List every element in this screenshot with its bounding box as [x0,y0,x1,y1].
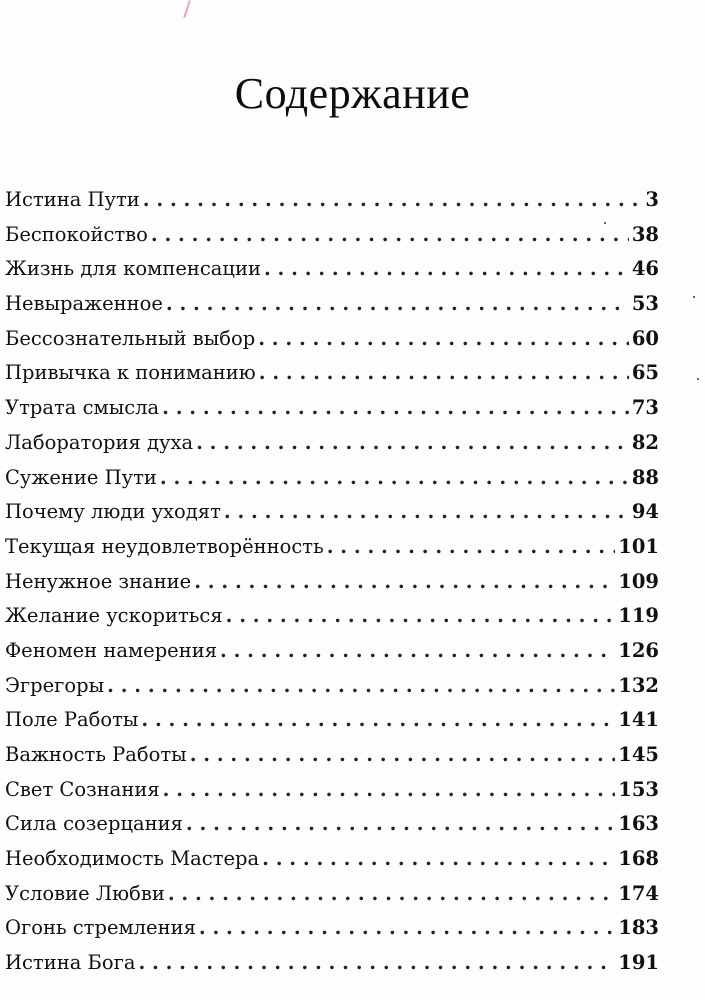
toc-entry-page: 163 [618,812,659,836]
toc-entry-page: 174 [618,881,659,905]
dot-leader [160,463,629,493]
dot-leader [168,879,615,909]
toc-entry-title: Невыраженное [5,292,163,316]
toc-entry-title: Бессознательный выбор [5,326,256,350]
toc-entry-title: Сужение Пути [5,465,157,489]
toc-entry [5,809,659,844]
scan-speck [693,296,695,298]
toc-entry-title: Утрата смысла [5,396,160,420]
toc-entry-title: Важность Работы [5,743,187,766]
toc-entry-title: Необходимость Мастера [5,847,260,871]
toc-entry-page: 73 [631,396,659,420]
toc-entry [5,532,659,567]
toc-entry-title: Желание ускориться [5,604,223,628]
toc-entry [5,254,659,289]
toc-entry-page: 119 [618,604,659,628]
dot-leader [259,358,629,388]
toc-entry-title: Привычка к пониманию [5,361,256,385]
dot-leader [194,567,615,597]
dot-leader [196,428,629,458]
toc-entry-title: Текущая неудовлетворённость [5,534,324,558]
toc-entry-page: 183 [618,916,659,940]
toc-entry-title: Жизнь для компенсации [5,257,261,281]
toc-entry-page: 101 [618,534,659,558]
toc-entry-page: 141 [618,708,659,732]
dot-leader [224,497,629,527]
dot-leader [166,289,629,319]
dot-leader [107,671,615,701]
toc-entry [5,289,659,324]
toc-entry [5,948,659,983]
dot-leader [163,775,616,805]
toc-entry-page: 65 [631,361,659,385]
toc-entry-title: Ненужное знание [5,569,192,593]
toc-entry-title: Огонь стремления [5,916,196,940]
dot-leader [162,393,629,423]
toc-entry [5,324,659,359]
toc-entry [5,913,659,948]
toc-entry-page: 60 [631,326,659,350]
toc-entry [5,428,659,463]
toc-entry [5,185,659,220]
dot-leader [220,636,615,666]
toc-entry-title: Условие Любви [5,881,165,905]
toc-entry-page: 132 [618,673,659,697]
toc-entry [5,636,659,671]
toc-entry-page: 145 [618,743,659,766]
toc-entry [5,775,659,810]
toc-entry-title: Лаборатория духа [5,430,194,454]
dot-leader [258,324,629,354]
toc-entry [5,393,659,428]
dot-leader [226,601,616,631]
table-of-contents [5,185,659,983]
dot-leader [186,809,615,839]
dot-leader [264,254,629,284]
toc-entry-title: Феномен намерения [5,638,218,662]
toc-entry-title: Поле Работы [5,708,139,732]
toc-entry [5,463,659,498]
toc-entry [5,220,659,255]
toc-entry-page: 126 [618,638,659,662]
toc-entry-page: 94 [631,500,659,524]
toc-entry-page: 53 [631,292,659,316]
toc-entry-page: 168 [618,847,659,871]
page-title: Содержание [234,69,471,118]
toc-entry-title: Истина Пути [5,188,140,211]
toc-entry-page: 109 [618,569,659,593]
scan-speck [697,378,699,380]
toc-entry-title: Истина Бога [5,951,136,975]
toc-entry-page: 46 [631,257,659,281]
dot-leader [199,913,615,943]
toc-entry-page: 191 [618,951,659,975]
toc-entry [5,497,659,532]
toc-entry-title: Почему люди уходят [5,500,221,524]
toc-entry-page: 38 [631,222,659,246]
toc-entry [5,567,659,602]
dot-leader [141,705,615,735]
toc-entry [5,740,659,775]
dot-leader [327,532,616,562]
toc-entry [5,844,659,879]
toc-entry-page: 153 [618,777,659,801]
toc-entry [5,705,659,740]
toc-entry-page: 82 [631,430,659,454]
dot-leader [138,948,615,978]
toc-entry [5,671,659,706]
toc-entry [5,358,659,393]
toc-entry-title: Свет Сознания [5,777,160,801]
dot-leader [151,220,629,250]
toc-entry-page: 88 [631,465,659,489]
toc-entry [5,879,659,914]
dot-leader [143,185,643,215]
toc-entry-title: Сила созерцания [5,812,183,836]
ink-mark [183,0,190,18]
toc-entry-title: Беспокойство [5,222,148,246]
toc-entry-title: Эгрегоры [5,673,105,697]
dot-leader [262,844,615,874]
scan-speck [604,222,606,224]
dot-leader [190,740,616,770]
toc-entry-page: 3 [645,188,659,211]
toc-entry [5,601,659,636]
